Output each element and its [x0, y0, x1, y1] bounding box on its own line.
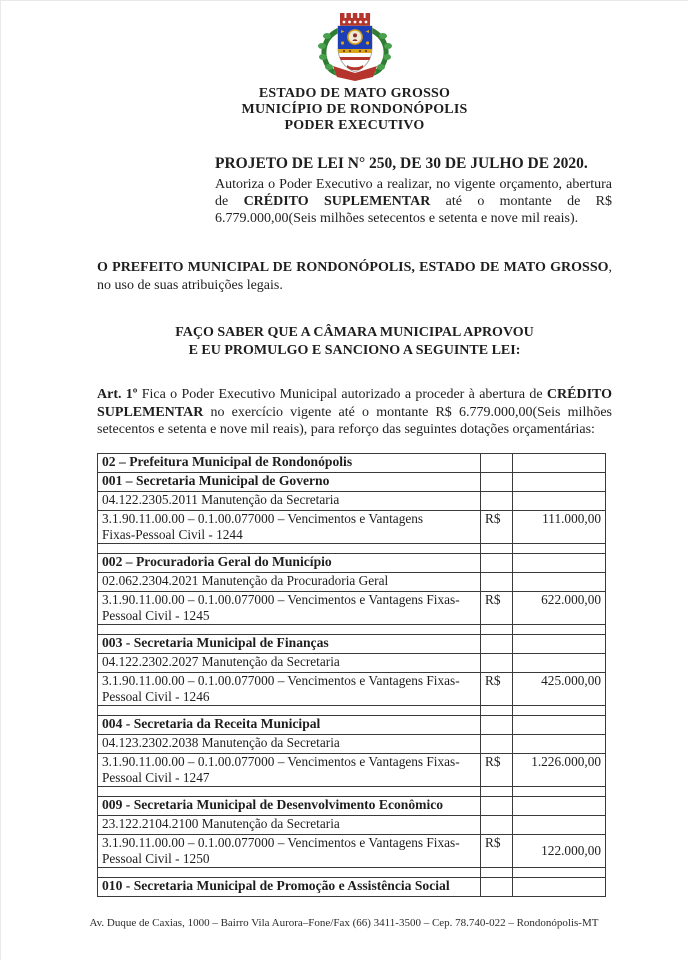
table-cell: [513, 815, 606, 834]
table-cell: [513, 572, 606, 591]
table-row-allocation: [98, 672, 606, 705]
table-row-org: [98, 796, 606, 815]
value-cell: 622.000,00: [513, 591, 606, 624]
table-cell: [98, 591, 481, 624]
table-row-spacer: [98, 786, 606, 796]
table-row-activity: [98, 815, 606, 834]
allocation-line-1: 3.1.90.11.00.00 – 0.1.00.077000 – Vencimentos e Vantagens Fixas-: [102, 672, 460, 688]
table-cell: 003 - Secretaria Municipal de Finanças: [98, 634, 481, 653]
table-cell: [481, 705, 513, 715]
value-cell: 111.000,00: [513, 510, 606, 543]
article-1-seg1: Fica o Poder Executivo Municipal autorizado a proceder à abertura de: [137, 387, 547, 402]
table-cell: [481, 634, 513, 653]
article-1-seg2: no exercício vigente até o montante R$ 6.779.000,00(Seis milhões setecentos e setenta e nove mil reais), para reforço das seguintes dotações orçamentárias:: [97, 404, 612, 437]
table-cell: [481, 734, 513, 753]
table-cell: 02 – Prefeitura Municipal de Rondonópolis: [98, 453, 481, 472]
currency-cell: R$: [481, 591, 513, 624]
table-cell: [513, 705, 606, 715]
table-cell: [513, 634, 606, 653]
table-cell: [98, 543, 481, 553]
table-cell: [513, 491, 606, 510]
table-cell: [481, 453, 513, 472]
table-cell: 004 - Secretaria da Receita Municipal: [98, 715, 481, 734]
value-cell: 1.226.000,00: [513, 753, 606, 786]
table-cell: [98, 834, 481, 867]
table-row-org: [98, 553, 606, 572]
value-cell: 425.000,00: [513, 672, 606, 705]
table-row-activity: [98, 653, 606, 672]
value-cell: 122.000,00: [513, 834, 606, 867]
table-cell: [513, 715, 606, 734]
table-cell: [513, 472, 606, 491]
table-cell: [481, 553, 513, 572]
preamble: [97, 259, 612, 294]
table-cell: [481, 815, 513, 834]
table-cell: [513, 796, 606, 815]
table-cell: [481, 877, 513, 896]
table-cell: 04.122.2305.2011 Manutenção da Secretaria: [98, 491, 481, 510]
currency-cell: R$: [481, 510, 513, 543]
table-row-activity: [98, 491, 606, 510]
table-cell: [481, 491, 513, 510]
table-cell: [513, 734, 606, 753]
table-cell: [98, 624, 481, 634]
table-cell: 04.123.2302.2038 Manutenção da Secretaria: [98, 734, 481, 753]
table-cell: [481, 572, 513, 591]
proclamation: [97, 324, 612, 360]
table-row-spacer: [98, 624, 606, 634]
preamble-rest: , no uso de suas atribuições legais.: [97, 260, 612, 293]
table-cell: [513, 653, 606, 672]
coat-of-arms-icon: [307, 10, 403, 84]
table-cell: [98, 867, 481, 877]
currency-cell: R$: [481, 753, 513, 786]
proclamation-line-1: FAÇO SABER QUE A CÂMARA MUNICIPAL APROVOU: [175, 325, 534, 340]
allocation-line-2: Pessoal Civil - 1246: [102, 688, 210, 704]
table-cell: [98, 672, 481, 705]
org-line-municipality: MUNICÍPIO DE RONDONÓPOLIS: [241, 102, 468, 117]
table-cell: [481, 867, 513, 877]
table-cell: 001 – Secretaria Municipal de Governo: [98, 472, 481, 491]
table-cell: [98, 705, 481, 715]
table-row-unit: [98, 472, 606, 491]
table-row-spacer: [98, 705, 606, 715]
table-cell: [481, 786, 513, 796]
allocation-line-2: Pessoal Civil - 1245: [102, 607, 210, 623]
law-summary: [215, 176, 612, 227]
article-1-label: Art. 1º: [97, 387, 138, 402]
table-row-allocation: [98, 834, 606, 867]
table-cell: 04.122.2302.2027 Manutenção da Secretaria: [98, 653, 481, 672]
budget-table: [97, 453, 606, 897]
table-cell: [513, 553, 606, 572]
table-row-allocation: [98, 510, 606, 543]
preamble-bold: O PREFEITO MUNICIPAL DE RONDONÓPOLIS, ESTADO DE MATO GROSSO: [97, 260, 609, 275]
table-cell: [481, 715, 513, 734]
article-1: [97, 386, 612, 439]
table-cell: [513, 453, 606, 472]
table-cell: [513, 624, 606, 634]
allocation-line-2: Pessoal Civil - 1247: [102, 769, 210, 785]
allocation-line-1: 3.1.90.11.00.00 – 0.1.00.077000 – Vencimentos e Vantagens Fixas-: [102, 753, 460, 769]
table-row-org: [98, 453, 606, 472]
table-cell: [513, 786, 606, 796]
table-row-org: [98, 877, 606, 896]
coat-of-arms: [97, 10, 612, 84]
allocation-line-1: 3.1.90.11.00.00 – 0.1.00.077000 – Vencimentos e Vantagens Fixas-: [102, 834, 460, 850]
summary-bold-term: CRÉDITO SUPLEMENTAR: [243, 194, 431, 209]
table-cell: [481, 543, 513, 553]
summary-text-end: até o montante de R$ 6.779.000,00(Seis milhões setecentos e setenta e nove mil reais).: [215, 194, 612, 226]
table-cell: [513, 543, 606, 553]
table-cell: [98, 786, 481, 796]
table-cell: [513, 867, 606, 877]
table-row-org: [98, 634, 606, 653]
table-row-spacer: [98, 867, 606, 877]
table-cell: [481, 624, 513, 634]
allocation-line-2: Pessoal Civil - 1250: [102, 850, 210, 866]
org-line-state: ESTADO DE MATO GROSSO: [258, 86, 451, 101]
table-cell: [481, 796, 513, 815]
allocation-line-1: 3.1.90.11.00.00 – 0.1.00.077000 – Vencimentos e Vantagens: [102, 510, 424, 526]
law-title: PROJETO DE LEI N° 250, DE 30 DE JULHO DE 2020.: [215, 155, 588, 172]
proclamation-line-2: E EU PROMULGO E SANCIONO A SEGUINTE LEI:: [188, 343, 521, 358]
summary-text: Autoriza o Poder Executivo a realizar, no vigente orçamento, abertura de: [215, 177, 612, 209]
footer-address: Av. Duque de Caxias, 1000 – Bairro Vila Aurora–Fone/Fax (66) 3411-3500 – Cep. 78.740-022 – Rondonópolis-MT: [89, 917, 599, 929]
table-row-activity: [98, 734, 606, 753]
table-row-allocation: [98, 591, 606, 624]
article-1-bold-term: CRÉDITO SUPLEMENTAR: [97, 387, 612, 420]
table-cell: 23.122.2104.2100 Manutenção da Secretaria: [98, 815, 481, 834]
table-row-activity: [98, 572, 606, 591]
table-cell: 02.062.2304.2021 Manutenção da Procuradoria Geral: [98, 572, 481, 591]
table-cell: 009 - Secretaria Municipal de Desenvolvimento Econômico: [98, 796, 481, 815]
table-row-allocation: [98, 753, 606, 786]
table-cell: [481, 472, 513, 491]
table-cell: [513, 877, 606, 896]
currency-cell: R$: [481, 834, 513, 867]
allocation-line-1: 3.1.90.11.00.00 – 0.1.00.077000 – Vencimentos e Vantagens Fixas-: [102, 591, 460, 607]
table-row-spacer: [98, 543, 606, 553]
table-row-org: [98, 715, 606, 734]
org-line-branch: PODER EXECUTIVO: [284, 118, 425, 133]
table-cell: [98, 510, 481, 543]
table-cell: [98, 753, 481, 786]
table-cell: 010 - Secretaria Municipal de Promoção e Assistência Social: [98, 877, 481, 896]
allocation-line-2: Fixas-Pessoal Civil - 1244: [102, 526, 243, 542]
document-header: [97, 10, 612, 134]
table-cell: 002 – Procuradoria Geral do Município: [98, 553, 481, 572]
currency-cell: R$: [481, 672, 513, 705]
title-block: [215, 154, 612, 227]
table-cell: [481, 653, 513, 672]
